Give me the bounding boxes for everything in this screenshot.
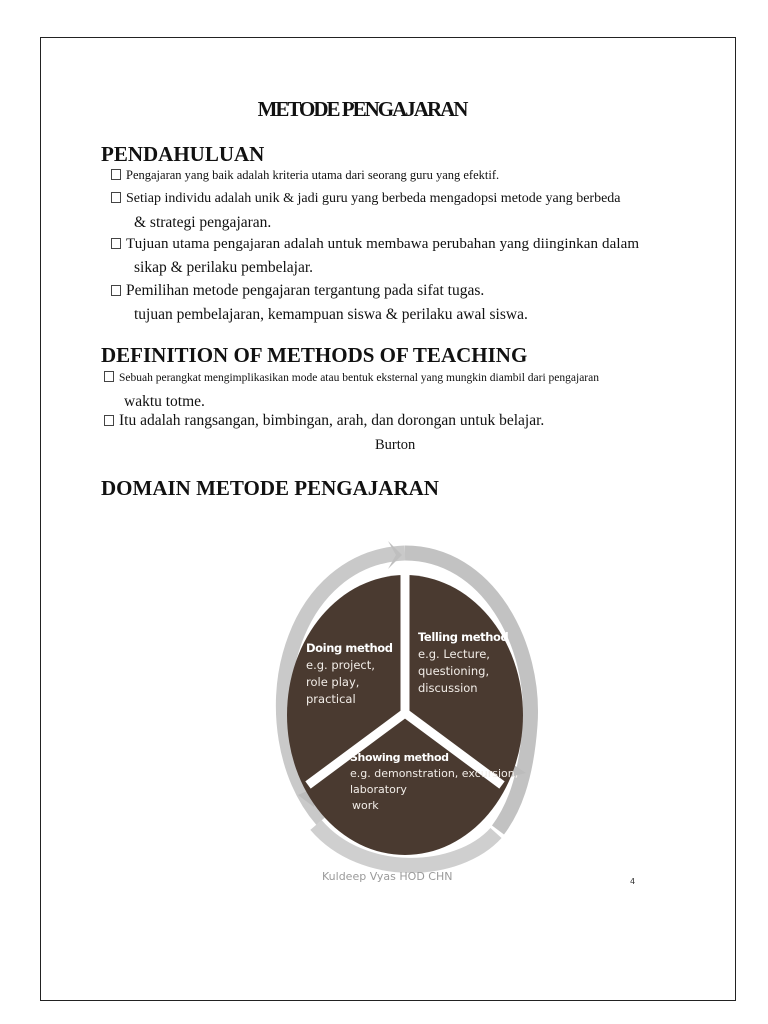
definition-bullet-1 [104,371,599,384]
bullet-box-icon [111,285,121,296]
bullet-box-icon [104,371,114,382]
showing-method-example-3: work [352,799,379,812]
doing-method-example-3: practical [306,692,356,706]
intro-bullet-2 [111,191,621,207]
doing-method-example-2: role play, [306,675,360,689]
section-heading-pendahuluan: PENDAHULUAN [101,142,265,166]
telling-method-label [418,629,508,697]
bullet-box-icon [104,415,114,426]
diagram-page-number: 4 [630,877,636,886]
doing-method-example-1: e.g. project, [306,658,375,672]
section-heading-definition: DEFINITION OF METHODS OF TEACHING [101,343,528,367]
page-title: METODE PENGAJARAN [257,97,467,121]
intro-bullet-1 [111,168,499,183]
bullet-box-icon [111,169,121,180]
intro-bullet-4 [111,282,484,300]
definition-bullet-2 [104,412,544,430]
telling-method-example-3: discussion [418,681,478,695]
intro-bullet-2-cont: & strategi pengajaran. [134,214,272,231]
telling-method-example-1: e.g. Lecture, [418,647,490,661]
intro-bullet-2-text: Setiap individu adalah unik & jadi guru yang berbeda mengadopsi metode yang berbeda [126,191,621,206]
telling-method-example-2: questioning, [418,664,490,678]
telling-method-title: Telling method [418,630,509,644]
diagram-caption: Kuldeep Vyas HOD CHN [322,870,453,883]
bullet-box-icon [111,192,121,203]
definition-bullet-2-text: Itu adalah rangsangan, bimbingan, arah, dan dorongan untuk belajar. [119,412,545,429]
showing-method-label [350,750,518,814]
bullet-box-icon [111,238,121,249]
intro-bullet-3 [111,236,639,253]
section-heading-domain: DOMAIN METODE PENGAJARAN [101,476,439,500]
intro-bullet-4-text: Pemilihan metode pengajaran tergantung pada sifat tugas. [126,282,485,299]
doing-method-title: Doing method [306,641,393,655]
definition-bullet-1-text: Sebuah perangkat mengimplikasikan mode atau bentuk eksternal yang mungkin diambil dari pengajaran [119,372,599,384]
doing-method-label [306,640,393,708]
intro-bullet-1-text: Pengajaran yang baik adalah kriteria utama dari seorang guru yang efektif. [126,168,500,182]
definition-bullet-1-cont: waktu totme. [124,393,205,410]
definition-source: Burton [375,437,416,453]
intro-bullet-3-cont: sikap & perilaku pembelajar. [134,259,314,276]
showing-method-example-1: e.g. demonstration, excursion, [350,767,519,780]
intro-bullet-3-text: Tujuan utama pengajaran adalah untuk membawa perubahan yang diinginkan dalam [126,236,640,252]
intro-bullet-4-cont: tujuan pembelajaran, kemampuan siswa & perilaku awal siswa. [134,306,528,323]
showing-method-title: Showing method [350,751,449,764]
teaching-methods-cycle-diagram [268,535,542,895]
showing-method-example-2: laboratory [350,783,407,796]
